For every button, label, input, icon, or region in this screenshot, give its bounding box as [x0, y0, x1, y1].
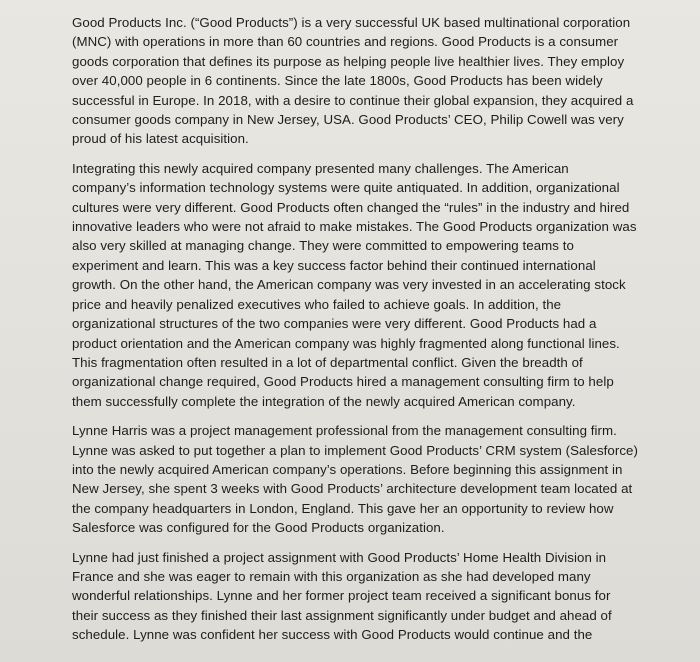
text-line: also very skilled at managing change. They were committed to empowering teams to — [72, 238, 574, 254]
text-line: successful in Europe. In 2018, with a desire to continue their global expansion, they acquired a — [72, 92, 634, 108]
text-line: product orientation and the American company was highly fragmented along functional lines. — [72, 335, 620, 351]
text-line: Salesforce was configured for the Good Products organization. — [72, 520, 445, 536]
text-line: Integrating this newly acquired company presented many challenges. The American — [72, 160, 569, 176]
text-line: New Jersey, she spent 3 weeks with Good Products’ architecture development team located at — [72, 481, 633, 497]
text-line: organizational structures of the two companies were very different. Good Products had a — [72, 316, 597, 332]
text-line: Lynne Harris was a project management professional from the management consulting firm. — [72, 423, 617, 439]
text-line: cultures were very different. Good Products often changed the “rules” in the industry and hired — [72, 199, 630, 215]
text-line: proud of his latest acquisition. — [72, 131, 249, 147]
text-line: This fragmentation often resulted in a lot of departmental conflict. Given the breadth of — [72, 354, 583, 370]
paragraph-lynne-assignment — [72, 421, 670, 537]
text-line: innovative leaders who were not afraid to make mistakes. The Good Products organization was — [72, 219, 637, 235]
paragraph-integration-challenges — [72, 159, 670, 411]
text-line: goods corporation that defines its purpose as helping people live healthier lives. They employ — [72, 53, 625, 69]
text-line: wonderful relationships. Lynne and her former project team received a significant bonus for — [72, 588, 611, 604]
text-line: over 40,000 people in 6 continents. Since the late 1800s, Good Products has been widely — [72, 73, 603, 89]
text-line: the company headquarters in London, England. This gave her an opportunity to review how — [72, 500, 614, 516]
text-line: price and heavily penalized executives who failed to achieve goals. In addition, the — [72, 296, 562, 312]
text-line: company’s information technology systems were quite antiquated. In addition, organizational — [72, 180, 620, 196]
text-line: Good Products Inc. (“Good Products”) is a very successful UK based multinational corporation — [72, 15, 631, 30]
paragraph-company-intro — [72, 13, 670, 149]
text-line: France and she was eager to remain with this organization as she had developed many — [72, 568, 591, 584]
paragraph-lynne-background — [72, 548, 670, 645]
text-line: them successfully complete the integration of the newly acquired American company. — [72, 393, 576, 409]
text-line: their success as they finished their last assignment significantly under budget and ahead of — [72, 607, 612, 623]
text-line: consumer goods company in New Jersey, USA. Good Products’ CEO, Philip Cowell was very — [72, 112, 624, 128]
text-line: growth. On the other hand, the American company was very invested in an accelerating stock — [72, 277, 626, 293]
text-line: into the newly acquired American company’s operations. Before beginning this assignment in — [72, 461, 623, 477]
text-line: schedule. Lynne was confident her success with Good Products would continue and the — [72, 627, 593, 643]
text-line: (MNC) with operations in more than 60 countries and regions. Good Products is a consumer — [72, 34, 619, 50]
text-line: Lynne had just finished a project assignment with Good Products’ Home Health Division in — [72, 549, 607, 565]
text-line: Lynne was asked to put together a plan to implement Good Products’ CRM system (Salesforce) — [72, 442, 638, 458]
text-line: organizational change required, Good Products hired a management consulting firm to help — [72, 374, 614, 390]
text-line: experiment and learn. This was a key success factor behind their continued international — [72, 257, 596, 273]
